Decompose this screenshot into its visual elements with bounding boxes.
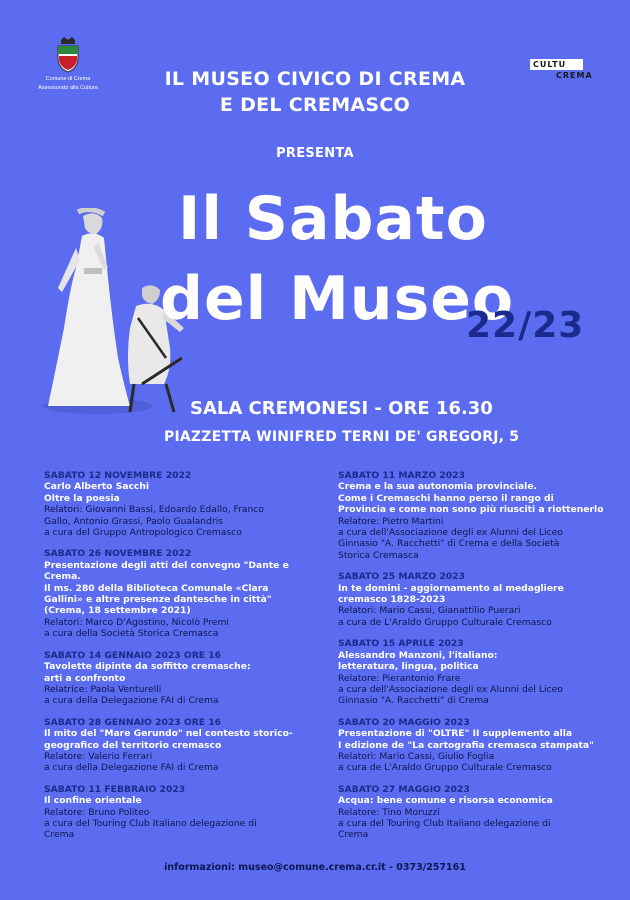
event-info-line: Relatore: Valerio Ferrari (44, 750, 153, 762)
event-date: SABATO 14 GENNAIO 2023 ORE 16 (44, 649, 222, 661)
presents-label: PRESENTA (276, 146, 354, 161)
event-title-line: Il ms. 280 della Biblioteca Comunale «Clara (44, 582, 269, 594)
event-info-line: Relatori: Mario Cassi, Gianattilio Puerari (338, 605, 521, 617)
event-info-line: a cura della Delegazione FAI di Crema (44, 762, 219, 774)
event-info-line: a cura de L'Araldo Gruppo Culturale Cremasco (338, 762, 552, 774)
event-date: SABATO 28 GENNAIO 2023 ORE 16 (44, 716, 222, 728)
event-title-line: Crema. (44, 571, 81, 583)
event-info-line: Relatori: Marco D'Agostino, Nicolò Premi (44, 616, 229, 628)
municipality-office: Assessorato alla Cultura (38, 85, 98, 91)
event-info-line: a cura del Gruppo Antropologico Cremasco (44, 527, 242, 539)
event-date: SABATO 25 MARZO 2023 (338, 571, 465, 583)
event-title-line: Come i Cremaschi hanno perso il rango di (338, 492, 554, 504)
event-title-line: In te domini - aggiornamento al medagliere (338, 582, 564, 594)
event-info-line: a cura dell'Associazione degli ex Alunni del Liceo (338, 683, 563, 695)
event-item (44, 784, 314, 841)
event-info-line: a cura dell'Associazione degli ex Alunni del Liceo (338, 527, 563, 539)
event-info-line: Ginnasio "A. Racchetti" di Crema (338, 695, 489, 707)
municipality-name: Comune di Crema (45, 76, 91, 82)
event-title-line: Carlo Alberto Sacchi (44, 481, 150, 493)
event-date: SABATO 11 FEBBRAIO 2023 (44, 783, 186, 795)
event-item (338, 470, 608, 561)
event-item (338, 784, 608, 841)
event-info-line: Relatore: Bruno Politeo (44, 806, 150, 818)
event-info-line: a cura del Touring Club Italiano delegazione di (338, 817, 551, 829)
events-left-column (44, 470, 314, 851)
event-title-line: (Crema, 18 settembre 2021) (44, 605, 191, 617)
event-info-line: Relatore: Pietro Martini (338, 515, 444, 527)
event-title-line: Il confine orientale (44, 795, 142, 807)
event-info-line: Relatori: Giovanni Bassi, Edoardo Edallo, Franco (44, 504, 264, 516)
event-info-line: a cura della Società Storica Cremasca (44, 628, 219, 640)
event-date: SABATO 20 MAGGIO 2023 (338, 716, 470, 728)
event-info-line: Ginnasio "A. Racchetti" di Crema e della Società (338, 538, 560, 550)
event-title-line: Gallini» e altre presenze dantesche in città" (44, 594, 272, 606)
event-title-line: I edizione de "La cartografia cremasca stampata" (338, 739, 594, 751)
event-info-line: a cura de L'Araldo Gruppo Culturale Cremasco (338, 616, 552, 628)
venue-address: PIAZZETTA WINIFRED TERNI DE' GREGORJ, 5 (164, 429, 520, 445)
event-date: SABATO 11 MARZO 2023 (338, 470, 465, 481)
season-label: 22/23 (466, 305, 585, 346)
event-date: SABATO 26 NOVEMBRE 2022 (44, 548, 192, 560)
event-item (338, 717, 608, 774)
event-title-line: Oltre la poesia (44, 492, 120, 504)
event-info-line: a cura del Touring Club Italiano delegazione di (44, 817, 257, 829)
event-info-line: Crema (44, 829, 75, 841)
event-title-line: arti a confronto (44, 672, 126, 684)
event-title-line: Crema e la sua autonomia provinciale. (338, 481, 538, 493)
event-info-line: Relatrice: Paola Venturelli (44, 683, 162, 695)
event-title-line: Presentazione di "OLTRE" II supplemento alla (338, 728, 573, 740)
event-info-line: Gallo, Antonio Grassi, Paolo Gualandris (44, 515, 224, 527)
event-title-line: Acqua: bene comune e risorsa economica (338, 795, 553, 807)
event-title-line: Alessandro Manzoni, l'italiano: (338, 649, 498, 661)
logo-line1: CULTURA (530, 59, 583, 70)
event-info-line: Relatori: Mario Cassi, Giulio Foglia (338, 750, 495, 762)
contact-info: informazioni: museo@comune.crema.cr.it - 0373/257161 (164, 862, 466, 873)
event-title-line: Il mito del "Mare Gerundo" nel contesto storico- (44, 728, 293, 740)
event-title-line: geografico del territorio cremasco (44, 739, 222, 751)
event-info-line: Relatore: Pierantonio Frare (338, 672, 461, 684)
event-item (44, 470, 314, 538)
event-item (44, 650, 314, 707)
event-date: SABATO 27 MAGGIO 2023 (338, 783, 470, 795)
event-info-line: Storica Cremasca (338, 549, 419, 561)
event-info-line: Relatore: Tino Moruzzi (338, 806, 440, 818)
event-info-line: Crema (338, 829, 369, 841)
event-title-line: Tavolette dipinte da soffitto cremasche: (44, 661, 251, 673)
event-title-line: Provincia e come non sono più riusciti a riottenerlo (338, 504, 604, 516)
event-title-line: Presentazione degli atti del convegno "Dante e (44, 559, 289, 571)
event-item (338, 638, 608, 706)
logo-line2: CREMA (556, 71, 593, 80)
title-line2: del Museo (160, 264, 515, 334)
title-line1: Il Sabato (178, 184, 488, 254)
event-date: SABATO 15 APRILE 2023 (338, 638, 464, 650)
venue-room: SALA CREMONESI - ORE 16.30 (190, 398, 493, 419)
event-item (338, 571, 608, 628)
event-title-line: letteratura, lingua, politica (338, 661, 479, 673)
event-info-line: a cura della Delegazione FAI di Crema (44, 695, 219, 707)
event-date: SABATO 12 NOVEMBRE 2022 (44, 470, 192, 481)
museum-name: IL MUSEO CIVICO DI CREMA E DEL CREMASCO (164, 68, 466, 116)
event-title-line: cremasco 1828-2023 (338, 594, 446, 606)
events-right-column (338, 470, 608, 851)
event-item (44, 717, 314, 774)
event-item (44, 548, 314, 639)
